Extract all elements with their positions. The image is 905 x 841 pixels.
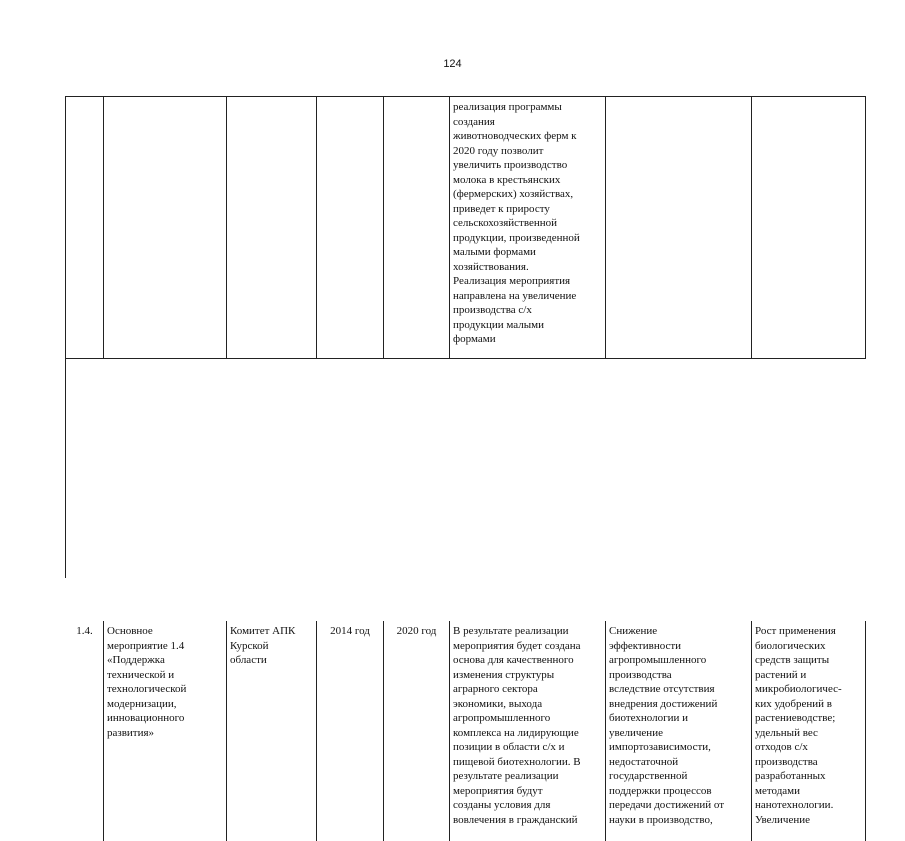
cell-name: Основное мероприятие 1.4 «Поддержка технической и технологической модернизации, инновационного развития» — [104, 621, 227, 841]
cell-result: В результате реализации мероприятия будет создана основа для качественного изменения структуры аграрного сектора экономики, выхода агропромышленного комплекса на лидирующие позиции в области с/х и пищевой биотехнологии. В результате реализации мероприятия будут созданы условия для вовлечения в гражданский — [450, 621, 606, 841]
cell-name — [104, 97, 227, 359]
table-row-continuation — [66, 97, 866, 359]
cell-executor — [227, 97, 317, 359]
cell-end: 2020 год — [384, 621, 450, 841]
cell-number — [66, 97, 104, 359]
cell-number: 1.4. — [66, 621, 104, 841]
cell-start — [317, 97, 384, 359]
cell-result: реализация программы создания животноводческих ферм к 2020 году позволит увеличить производство молока в крестьянских (фермерских) хозяйствах, приведет к приросту сельскохозяйственной продукции, произведенной малыми формами хозяйствования. Реализация мероприятия направлена на увеличение производства с/х продукции малыми формами — [450, 97, 606, 359]
cell-start: 2014 год — [317, 621, 384, 841]
cell-executor: Комитет АПК Курской области — [227, 621, 317, 841]
cell-consequences: Снижение эффективности агропромышленного производства вследствие отсутствия внедрения достижений биотехнологии и увеличение импортозависимости, недостаточной государственной поддержки процессов передачи достижений от науки в производство, — [606, 621, 752, 841]
cell-end — [384, 97, 450, 359]
page-number: 124 — [443, 58, 462, 70]
table-row-1-4 — [66, 359, 866, 826]
cell-consequences — [606, 97, 752, 359]
cell-indicators — [752, 97, 866, 359]
measures-table — [65, 96, 866, 826]
cell-indicators: Рост применения биологических средств защиты растений и микробиологичес- ких удобрений в растениеводстве; удельный вес отходов с/х производства разработанных методами нанотехнологии. Увеличение — [752, 621, 866, 841]
